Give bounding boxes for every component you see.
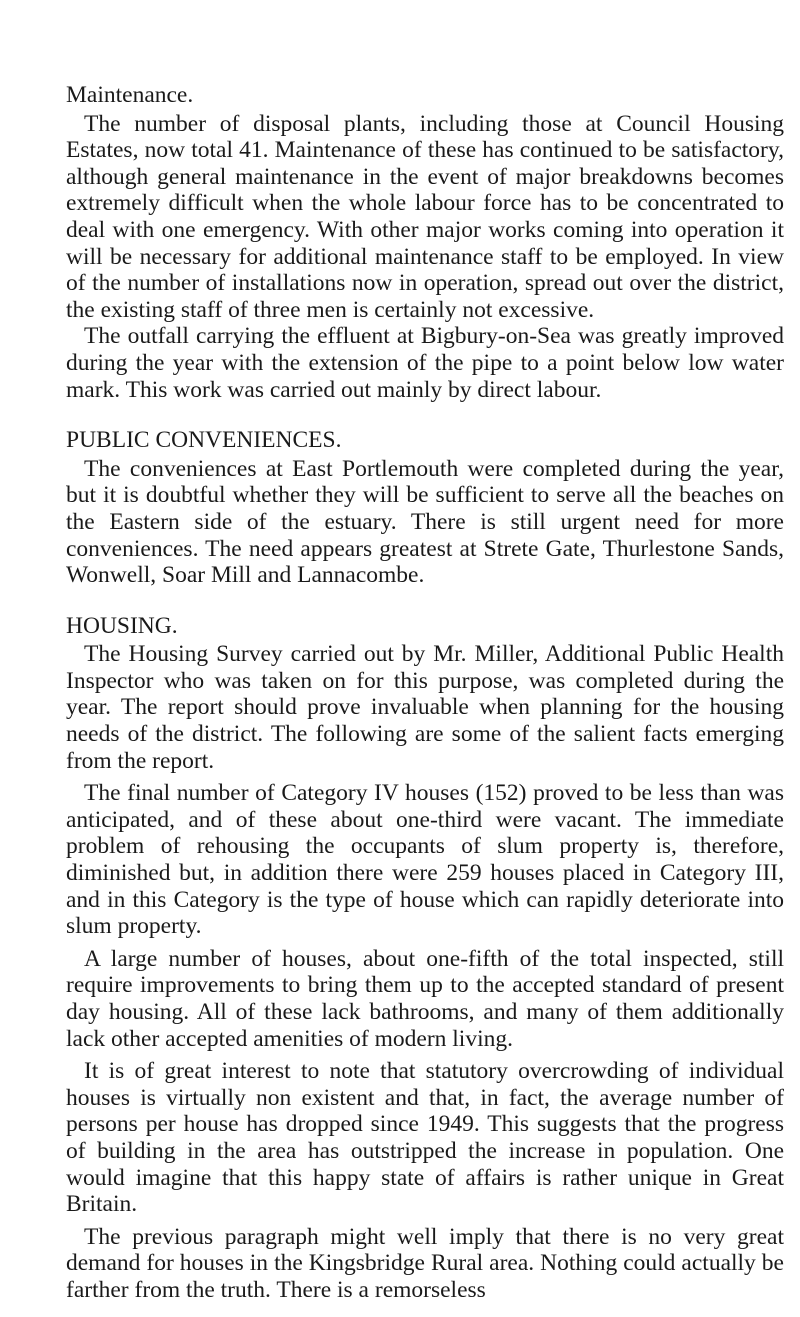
paragraph-housing-2: The final number of Category IV houses (152) proved to be less than was anticipated, and of these about one-third were vacant. The immediate problem of rehousing the occupants of slum property is, therefore, diminished but, in addition there were 259 houses placed in Category III, and in this Category is the type of house which can rapidly deteriorate into slum property. [66,780,784,940]
paragraph-housing-5: The previous paragraph might well imply that there is no very great demand for houses in the Kingsbridge Rural area. Nothing could actually be farther from the truth. There is a remorseless [66,1223,784,1303]
paragraph-maintenance-2: The outfall carrying the effluent at Bigbury-on-Sea was greatly improved during the year with the extension of the pipe to a point below low water mark. This work was carried out mainly by direct labour. [66,323,784,403]
section-heading-public-conveniences: PUBLIC CONVENIENCES. [66,427,342,454]
section-heading-maintenance: Maintenance. [66,82,194,108]
document-page [66,82,784,1304]
paragraph-housing-4: It is of great interest to note that statutory overcrowding of individual houses is virtually non existent and that, in fact, the average number of persons per house has dropped since 1949. This suggests that the progress of building in the area has outstripped the increase in population. One would imagine that this happy state of affairs is rather unique in Great Britain. [66,1058,784,1218]
paragraph-maintenance-1: The number of disposal plants, including those at Council Housing Estates, now total 41. Maintenance of these has continued to be satisfactory, although general maintenance in the event of major breakdowns becomes extremely difficult when the whole labour force has to be concentrated to deal with one emergency. With other major works coming into operation it will be necessary for additional maintenance staff to be employed. In view of the number of installations now in operation, spread out over the district, the existing staff of three men is certainly not excessive. [66,110,784,323]
paragraph-housing-3: A large number of houses, about one-fifth of the total inspected, still require improvements to bring them up to the accepted standard of present day housing. All of these lack bathrooms, and many of them additionally lack other accepted amenities of modern living. [66,945,784,1052]
paragraph-housing-1: The Housing Survey carried out by Mr. Miller, Additional Public Health Inspector who was taken on for this purpose, was completed during the year. The report should prove invaluable when planning for the housing needs of the district. The following are some of the salient facts emerging from the report. [66,641,784,774]
section-heading-housing: HOUSING. [66,612,178,639]
paragraph-conveniences-1: The conveniences at East Portlemouth were completed during the year, but it is doubtful whether they will be sufficient to serve all the beaches on the Eastern side of the estuary. There is still urgent need for more conveniences. The need appears greatest at Strete Gate, Thurlestone Sands, Wonwell, Soar Mill and Lannacombe. [66,455,784,589]
